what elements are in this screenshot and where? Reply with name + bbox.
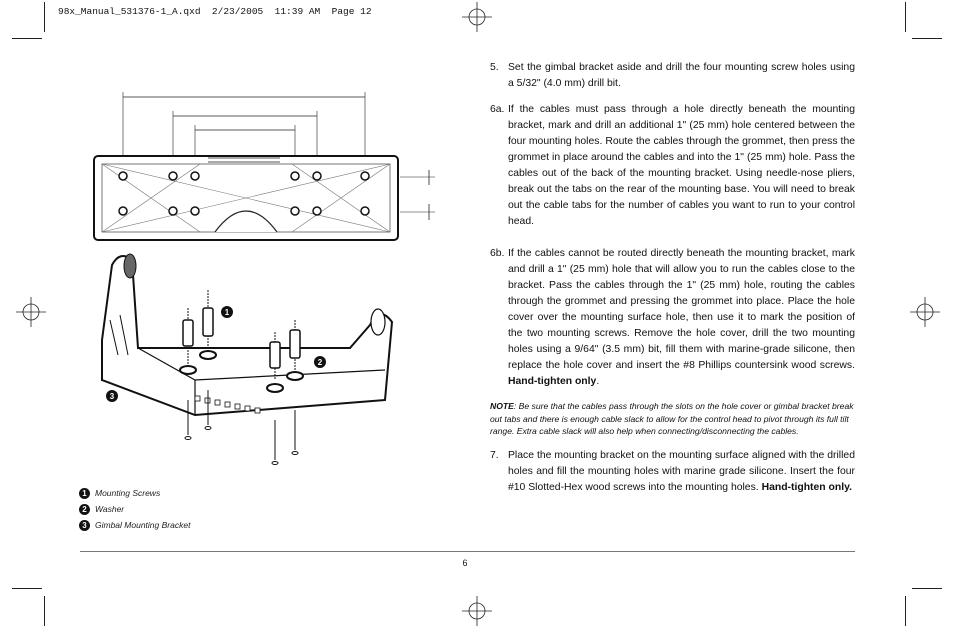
step-number: 5. [490,62,499,73]
registration-mark-right [910,297,940,327]
note-label: NOTE [490,401,514,411]
note-text: : Be sure that the cables pass through the slots on the hole cover or gimbal bracket break out tabs and there is enough cable slack to allow for the control head to pivot through its full tilt range. Extra cable slack will also help when connecting/disconnecting the cables. [490,401,854,436]
legend-label: Gimbal Mounting Bracket [95,520,191,530]
crop-mark-br-v [905,596,906,626]
legend-item [79,517,190,533]
legend-item [79,501,190,517]
crop-mark-tr-h [912,38,942,39]
crop-mark-bl-v [44,596,45,626]
legend-number: 1 [79,488,90,499]
crop-mark-bl-h [12,588,42,589]
step-text: Place the mounting bracket on the mounting surface aligned with the drilled holes and fill the mounting holes with marine grade silicone. Insert the four #10 Slotted-Hex wood screws into the mounting holes. [508,449,855,493]
crop-mark-tl-v [44,2,45,32]
registration-mark-top [462,2,492,32]
step-number: 7. [490,449,499,461]
legend-number: 3 [79,520,90,531]
step-body [508,448,855,496]
svg-text:3: 3 [109,392,115,401]
step-6b [490,246,855,390]
step-7 [490,448,855,496]
crop-mark-tr-v [905,2,906,32]
svg-text:1: 1 [224,308,230,317]
registration-mark-left [16,297,46,327]
registration-mark-bottom [462,596,492,626]
footer-rule [80,551,855,552]
note [490,400,855,438]
legend-label: Mounting Screws [95,488,161,498]
legend-label: Washer [95,504,125,514]
step-number: 6a. [490,104,505,115]
step-number: 6b. [490,248,505,259]
page-number: 6 [462,558,468,568]
svg-text:2: 2 [317,358,323,367]
legend-number: 2 [79,504,90,515]
crop-mark-br-h [912,588,942,589]
instructions-column [490,60,855,506]
step-text: Set the gimbal bracket aside and drill the four mounting screw holes using a 5/32" (4.0 mm) drill bit. [508,62,855,89]
step-text: If the cables cannot be routed directly beneath the mounting bracket, mark and drill a 1" (25 mm) hole that will allow you to run the cables close to the bracket. Pass the cables through the 1" (25 mm) hole, routing the cables through the grommet and pressing the grommet into place. Place the hole cover over the mounting surface hole, then use it to mark the position of the two mounting screws. Remove the hole cover, drill the two mounting holes using a 9/64" (3.5 mm) bit, fill them with marine-grade silicone, then replace the hole cover and insert the #8 Phillips countersink wood screws. [508,248,855,371]
step-emphasis: Hand-tighten only [508,376,597,387]
step-6a [490,102,855,230]
legend-item [79,485,190,501]
step-5 [490,60,855,92]
step-emphasis: Hand-tighten only. [761,481,852,493]
crop-mark-tl-h [12,38,42,39]
step-text: If the cables must pass through a hole directly beneath the mounting bracket, mark and drill an additional 1" (25 mm) hole centered between the four mounting holes. Route the cables through the grommet, then press the grommet in place around the cables and into the 1" (25 mm) hole. Pass the cables out of the back of the mounting bracket. Using needle-nose pliers, break out the tabs on the rear of the mounting base. You will need to break out the cable tabs for the number of cables you want to run to your control head. [508,104,855,227]
print-slug: 98x_Manual_531376-1_A.qxd 2/23/2005 11:39 AM Page 12 [58,6,372,17]
step-tail: . [596,376,600,387]
gimbal-bracket-illustration [80,80,440,475]
figure-legend [79,485,190,533]
step-body [508,246,855,390]
